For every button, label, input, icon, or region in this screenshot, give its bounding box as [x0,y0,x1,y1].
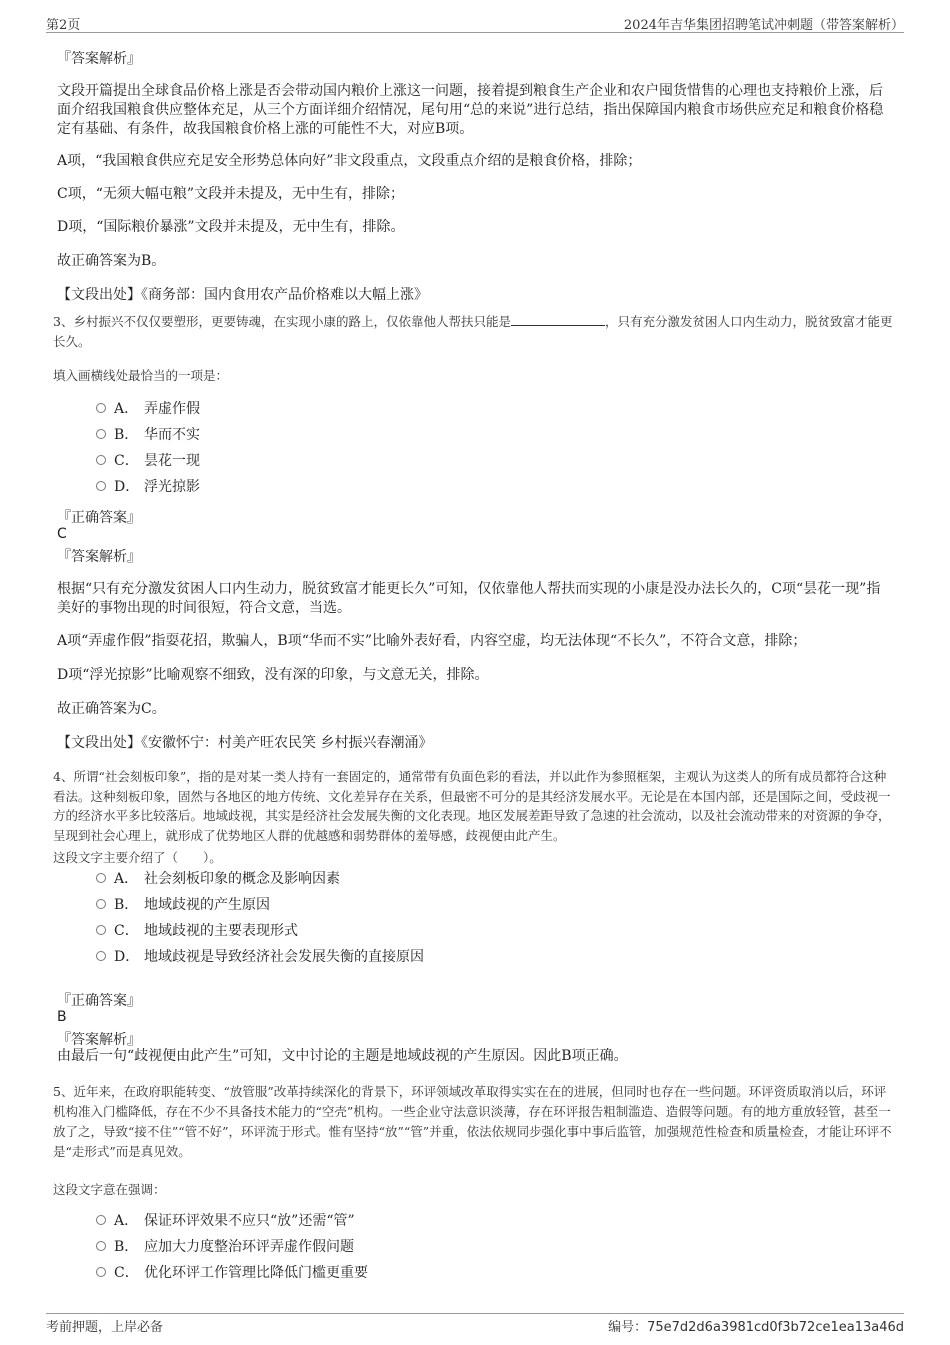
page-footer [46,1313,904,1335]
radio-icon[interactable] [96,1241,106,1251]
option-c[interactable]: C． 地域歧视的主要表现形式 [96,921,298,941]
radio-icon[interactable] [96,1215,106,1225]
question-5-stem: 5、近年来，在政府职能转变、“放管服”改革持续深化的背景下，环评领域改革取得实实在在的进展，但同时也存在一些问题。环评资质取消以后，环评机构准入门槛降低，存在不少不具备技术能力的“空壳”机构。一些企业守法意识淡薄，存在环评报告粗制滥造、造假等问题。有的地方重放轻管，甚至一放了之，导致“接不住”“管不好”，环评流于形式。惟有坚持“放”“管”并重，依法依规同步强化事中事后监管，加强规范性检查和质量检查，才能让环评不是“走形式”而是真见效。 [53,1084,892,1159]
question-3-stem [53,312,895,352]
analysis-option-d: D项，“国际粮价暴涨”文段并未提及，无中生有，排除。 [57,219,405,235]
document-id: 编号：75e7d2d6a3981cd0f3b72ce1ea13a46d [608,1320,904,1335]
correct-answer: C [57,526,67,542]
analysis-option-c: C项，“无须大幅屯粮”文段并未提及，无中生有，排除； [57,186,405,202]
question-5-hint: 这段文字意在强调： [53,1182,166,1197]
page-number: 第2页 [46,18,81,33]
question-3-stem-after: ，只有充分激发贫困人口内生动力，脱贫致富才能更长久。 [53,314,893,349]
option-b[interactable]: B． 应加大力度整治环评弄虚作假问题 [96,1237,354,1257]
option-b[interactable]: B． 华而不实 [96,425,200,445]
radio-icon[interactable] [96,403,106,413]
analysis-text: 根据“只有充分激发贫困人口内生动力，脱贫致富才能更长久”可知，仅依靠他人帮扶而实现的小康是没办法长久的，C项“昙花一现”指美好的事物出现的时间很短，符合文意，当选。 [57,581,881,616]
source-citation: 【文段出处】《安徽怀宁：村美产旺农民笑 乡村振兴春潮涌》 [57,735,433,751]
radio-icon[interactable] [96,481,106,491]
footer-slogan: 考前押题，上岸必备 [46,1320,164,1335]
radio-icon[interactable] [96,899,106,909]
radio-icon[interactable] [96,429,106,439]
question-3-hint: 填入画横线处最恰当的一项是： [53,368,229,383]
option-c[interactable]: C． 昙花一现 [96,451,200,471]
source-citation: 【文段出处】《商务部：国内食用农产品价格难以大幅上涨》 [57,287,428,303]
option-a[interactable]: A． 保证环评效果不应只“放”还需“管” [96,1211,355,1231]
option-a[interactable]: A． 社会刻板印象的概念及影响因素 [96,869,340,889]
radio-icon[interactable] [96,1267,106,1277]
option-a[interactable]: A． 弄虚作假 [96,399,200,419]
analysis-text: 文段开篇提出全球食品价格上涨是否会带动国内粮价上涨这一问题，接着提到粮食生产企业和农户囤货惜售的心理也支持粮价上涨，后面介绍我国粮食供应整体充足，从三个方面详细介绍情况，尾句用“总的来说”进行总结，指出保障国内粮食市场供应充足和粮食价格稳定有基础、有条件，故我国粮食价格上涨的可能性不大，对应B项。 [57,83,884,137]
option-d[interactable]: D． 浮光掠影 [96,477,200,497]
correct-answer-label: 『正确答案』 [57,993,141,1009]
option-b[interactable]: B． 地域歧视的产生原因 [96,895,270,915]
question-4-hint: 这段文字主要介绍了（ ）。 [53,850,222,865]
radio-icon[interactable] [96,455,106,465]
analysis-option-a: A项，“我国粮食供应充足安全形势总体向好”非文段重点，文段重点介绍的是粮食价格，排除； [57,153,642,169]
analysis-label: 『答案解析』 [57,1032,141,1048]
option-c[interactable]: C． 优化环评工作管理比降低门槛更重要 [96,1263,368,1283]
correct-answer-label: 『正确答案』 [57,510,141,526]
question-3-stem-before: 3、乡村振兴不仅仅要塑形，更要铸魂，在实现小康的路上，仅依靠他人帮扶只能是 [53,314,511,329]
radio-icon[interactable] [96,951,106,961]
analysis-text: 由最后一句“歧视便由此产生”可知，文中讨论的主题是地域歧视的产生原因。因此B项正确。 [57,1048,628,1064]
analysis-option-ab: A项“弄虚作假”指耍花招，欺骗人，B项“华而不实”比喻外表好看，内容空虚，均无法体现“不长久”，不符合文意，排除； [57,633,807,649]
analysis-label: 『答案解析』 [57,549,141,565]
analysis-label: 『答案解析』 [57,51,141,67]
correct-answer: B [57,1009,67,1025]
analysis-conclusion: 故正确答案为B。 [57,253,166,269]
fill-blank-line [511,313,605,326]
analysis-conclusion: 故正确答案为C。 [57,701,166,717]
radio-icon[interactable] [96,873,106,883]
option-d[interactable]: D． 地域歧视是导致经济社会发展失衡的直接原因 [96,947,424,967]
radio-icon[interactable] [96,925,106,935]
question-4-stem: 4、所谓“社会刻板印象”，指的是对某一类人持有一套固定的，通常带有负面色彩的看法，并以此作为参照框架，主观认为这类人的所有成员都符合这种看法。这种刻板印象，固然与各地区的地方传统、文化差异存在关系，但最密不可分的是其经济发展水平。无论是在本国内部，还是国际之间，受歧视一方的经济水平多比较落后。地域歧视，其实是经济社会发展失衡的文化表现。地区发展差距导致了急速的社会流动，以及社会流动带来的对资源的争夺，呈现到社会心理上，就形成了优势地区人群的优越感和弱势群体的羞辱感，歧视便由此产生。 [53,769,891,843]
page-header [46,14,904,33]
document-title: 2024年吉华集团招聘笔试冲刺题（带答案解析） [623,18,904,33]
analysis-option-d: D项“浮光掠影”比喻观察不细致，没有深的印象，与文意无关，排除。 [57,667,489,683]
